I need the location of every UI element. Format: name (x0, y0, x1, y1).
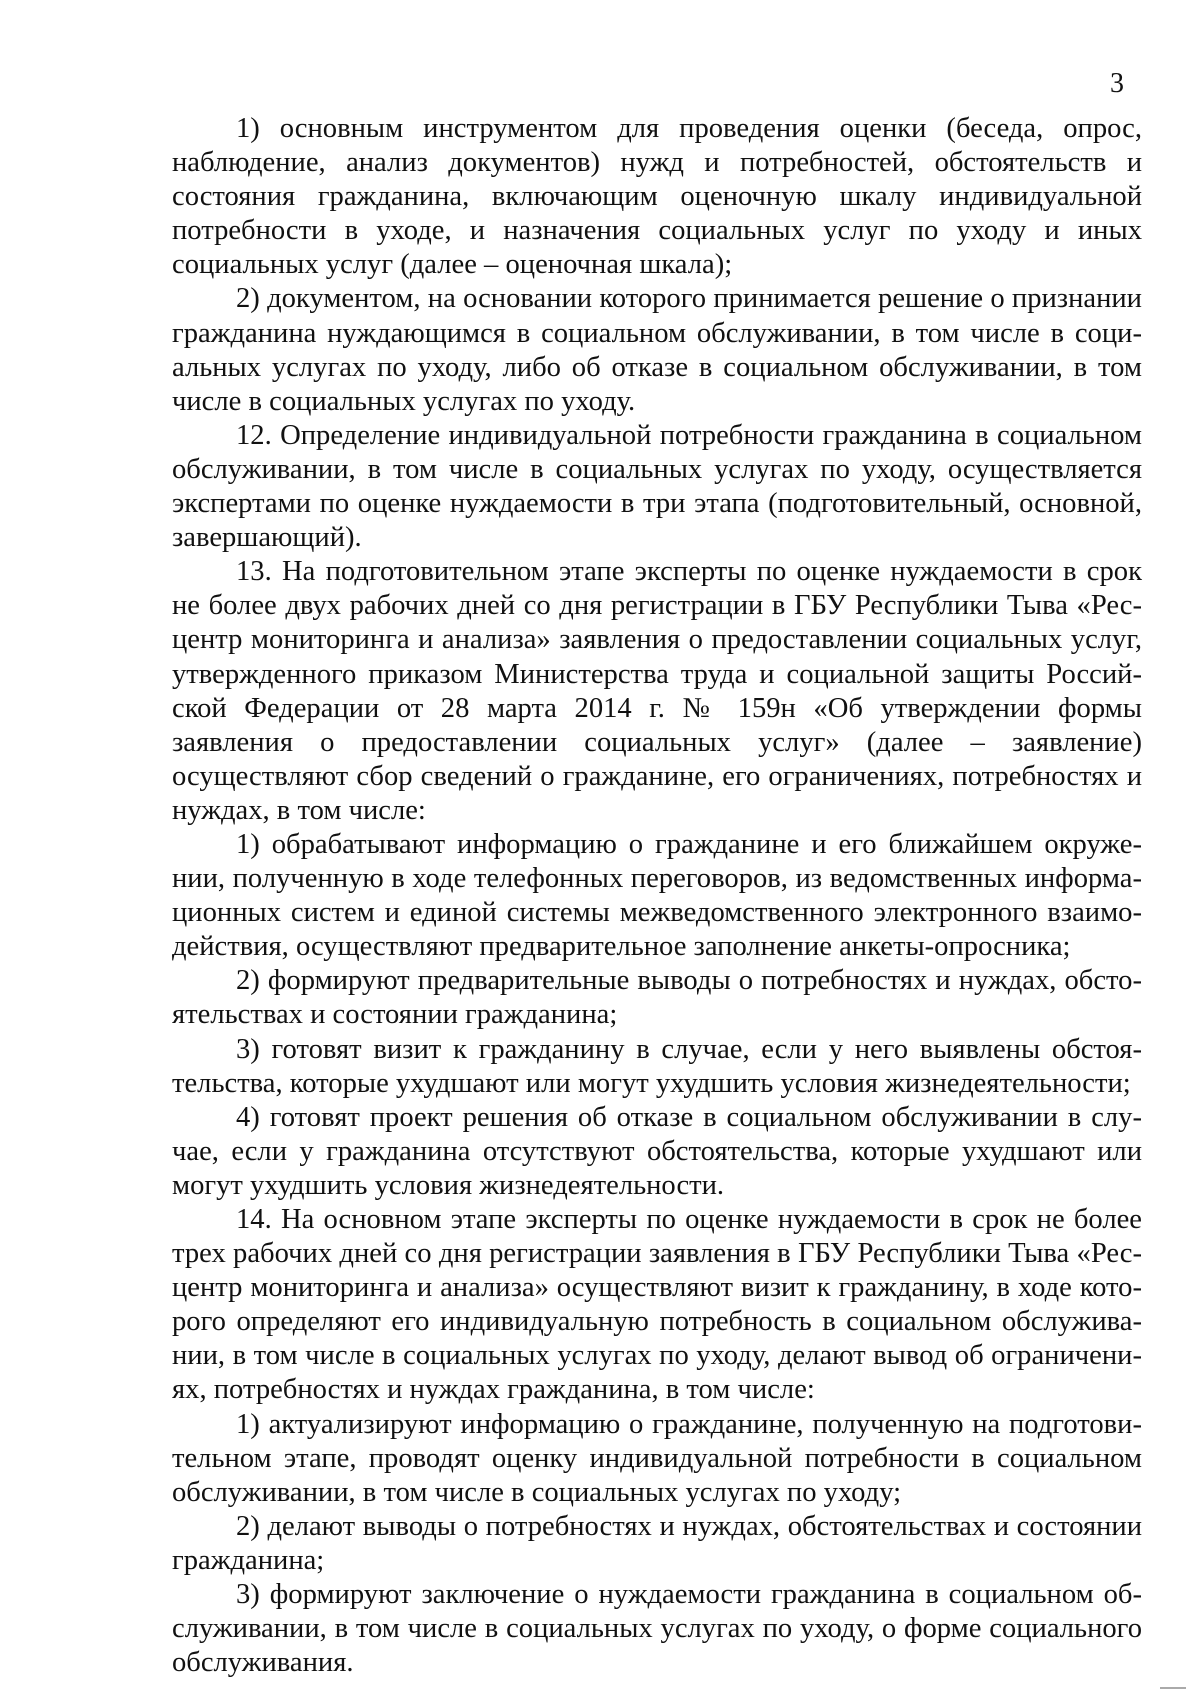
clause-13-item-3: 3) готовят визит к гражданину в случае, если у него выявлены обстоятельства, которые ухудшают или могут ухудшить условия жизнедеятельности; (172, 1033, 1142, 1099)
clause-14-item-2: 2) делают выводы о потребностях и нуждах, обстоятельствах и состоянии гражданина; (172, 1510, 1142, 1576)
list-item-1-assessment-tool: 1) основным инструментом для проведения оценки (беседа, опрос, наблюдение, анализ документов) нужд и потребностей, обстоятельств и состояния гражданина, включающим оценочную шкалу индивидуальной потребности в уходе, и назначения социальных услуг по уходу и иных социальных услуг (далее – оценочная шкала); (172, 113, 1142, 281)
clause-13: 13. На подготовительном этапе эксперты по оценке нуждаемости в срок не более двух рабочих дней со дня регистрации в ГБУ Республики Тыва «Ресцентр мониторинга и анализа» заявления о предоставлении социальных услуг, утвержденного приказом Министерства труда и социальной защиты Российской Федерации от 28 марта 2014 г. № 159н «Об утверждении формы заявления о предоставлении социальных услуг» (далее – заявление) осуществляют сбор сведений о гражданине, его ограничениях, потребностях и нуждах, в том числе: (172, 556, 1142, 826)
clause-14-item-3: 3) формируют заключение о нуждаемости гражданина в социальном обслуживании, в том числе в социальных услугах по уходу, о форме социального обслуживания. (172, 1579, 1142, 1679)
clause-14-item-1: 1) актуализируют информацию о гражданине, полученную на подготовительном этапе, проводят оценку индивидуальной потребности в социальном обслуживании, в том числе в социальных услугах по уходу; (172, 1408, 1142, 1508)
clause-13-item-2: 2) формируют предварительные выводы о потребностях и нуждах, обстоятельствах и состоянии гражданина; (172, 965, 1142, 1031)
scan-edge-mark (1160, 1679, 1186, 1689)
list-item-2-decision-document: 2) документом, на основании которого принимается решение о признании гражданина нуждающимся в социальном обслуживании, в том числе в социальных услугах по уходу, либо об отказе в социальном обслуживании, в том числе в социальных услугах по уходу. (172, 283, 1142, 417)
clause-13-item-4: 4) готовят проект решения об отказе в социальном обслуживании в случае, если у гражданина отсутствуют обстоятельства, которые ухудшают или могут ухудшить условия жизнедеятельности. (172, 1101, 1142, 1201)
clause-12: 12. Определение индивидуальной потребности гражданина в социальном обслуживании, в том числе в социальных услугах по уходу, осуществляется экспертами по оценке нуждаемости в три этапа (подготовительный, основной, завершающий). (172, 419, 1142, 554)
clause-14: 14. На основном этапе эксперты по оценке нуждаемости в срок не более трех рабочих дней со дня регистрации заявления в ГБУ Республики Тыва «Ресцентр мониторинга и анализа» осуществляют визит к гражданину, в ходе которого определяют его индивидуальную потребность в социальном обслуживании, в том числе в социальных услугах по уходу, делают вывод об ограничениях, потребностях и нуждах гражданина, в том числе: (172, 1204, 1142, 1406)
clause-13-item-1: 1) обрабатывают информацию о гражданине и его ближайшем окружении, полученную в ходе телефонных переговоров, из ведомственных информационных систем и единой системы межведомственного электронного взаимодействия, осуществляют предварительное заполнение анкеты-опросника; (172, 828, 1142, 963)
page-number: 3 (1110, 68, 1124, 99)
document-body (172, 112, 1142, 1680)
